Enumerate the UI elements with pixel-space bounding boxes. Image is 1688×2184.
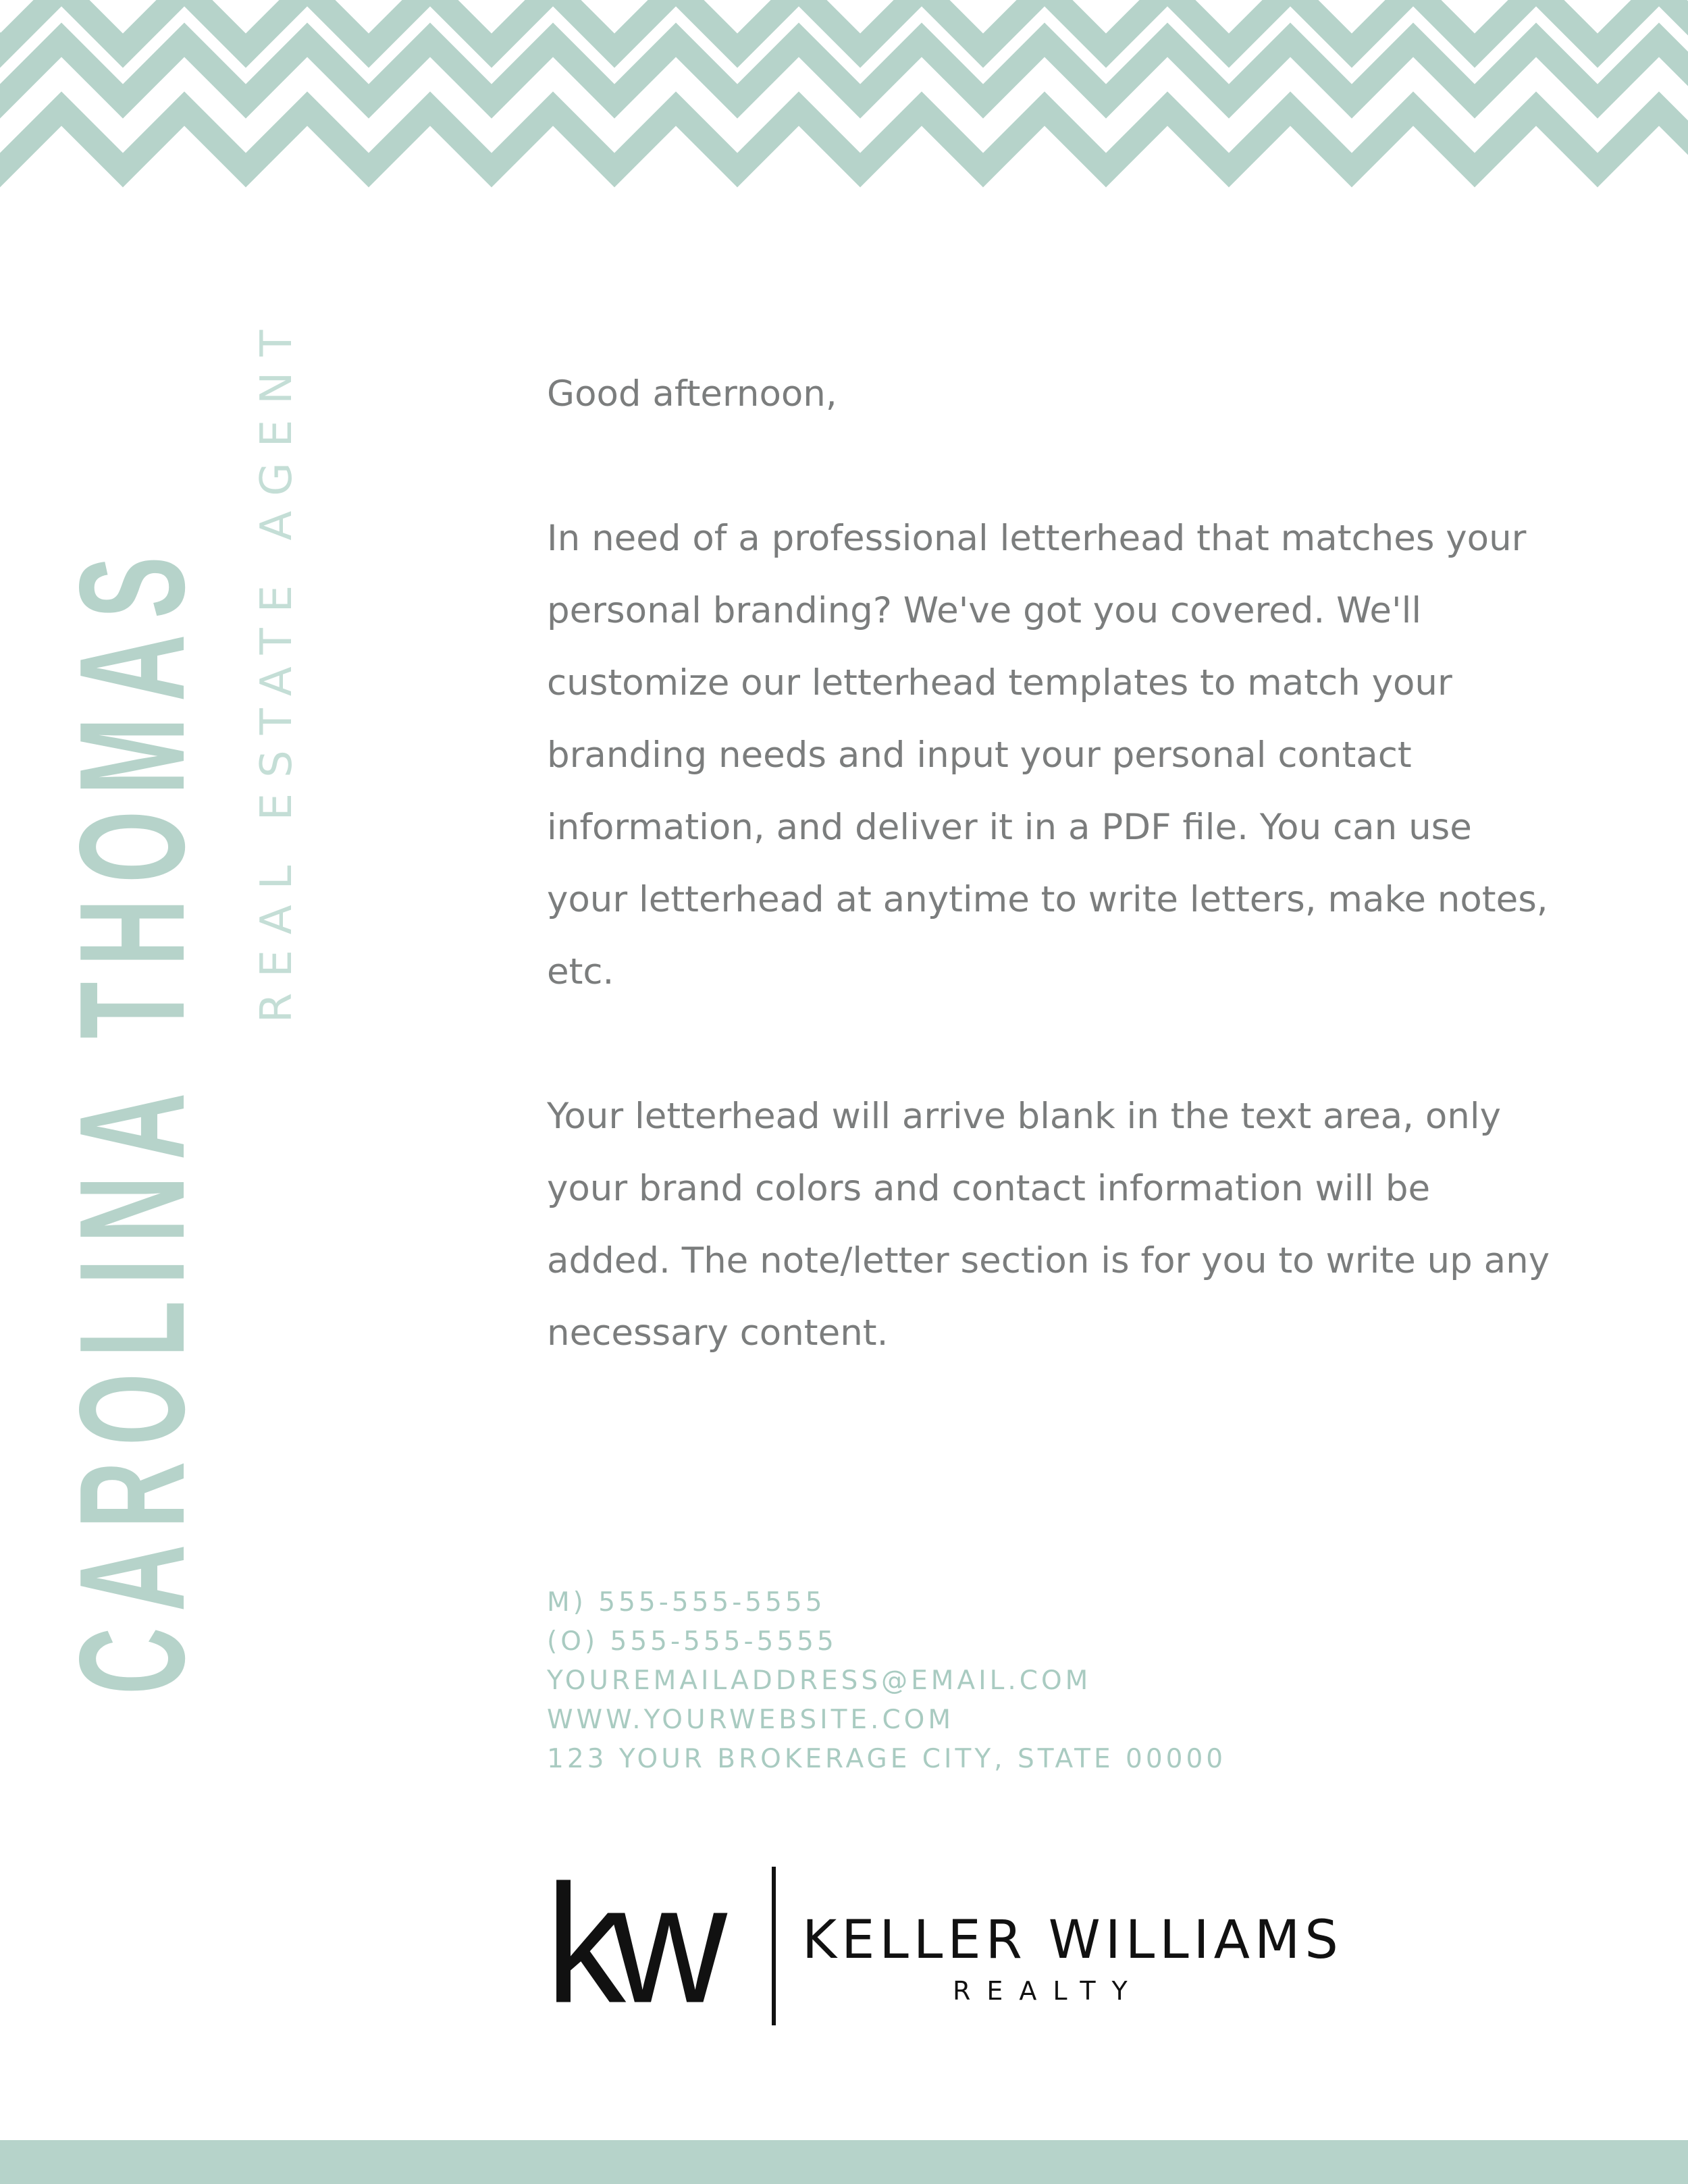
contact-address: 123 YOUR BROKERAGE CITY, STATE 00000 <box>547 1744 1227 1774</box>
agent-name: CAROLINA THOMAS <box>49 540 216 1695</box>
contact-email: YOUREMAILADDRESS@EMAIL.COM <box>547 1666 1092 1696</box>
letter-paragraph: Your letterhead will arrive blank in the text area, only your brand colors and contact information will be added. The note/letter section is for you to write up any necessary content. <box>547 1096 1550 1354</box>
footer-bar <box>0 2140 1688 2184</box>
keller-williams-logo <box>546 1850 1343 2039</box>
logo-brand-name: KELLER WILLIAMS <box>802 1910 1343 1971</box>
chevron-header-pattern <box>0 0 1688 189</box>
contact-website: WWW.YOURWEBSITE.COM <box>547 1705 955 1735</box>
contact-mobile: M) 555-555-5555 <box>547 1587 826 1618</box>
letter-body <box>547 358 1553 1441</box>
agent-title: REAL ESTATE AGENT <box>252 314 302 1023</box>
logo-subtitle: REALTY <box>953 1976 1144 2006</box>
letter-paragraph: In need of a professional letterhead that matches your personal branding? We've got you covered. We'll customize our letterhead templates to match your branding needs and input your personal contact information, and deliver it in a PDF file. You can use your letterhead at anytime to write letters, make notes, etc. <box>547 518 1548 992</box>
contact-office: (O) 555-555-5555 <box>547 1626 837 1657</box>
logo-divider <box>772 1867 776 2025</box>
contact-block <box>547 1583 1226 1779</box>
letter-greeting: Good afternoon, <box>547 373 837 415</box>
kw-logo-mark: kw <box>546 1850 712 2039</box>
